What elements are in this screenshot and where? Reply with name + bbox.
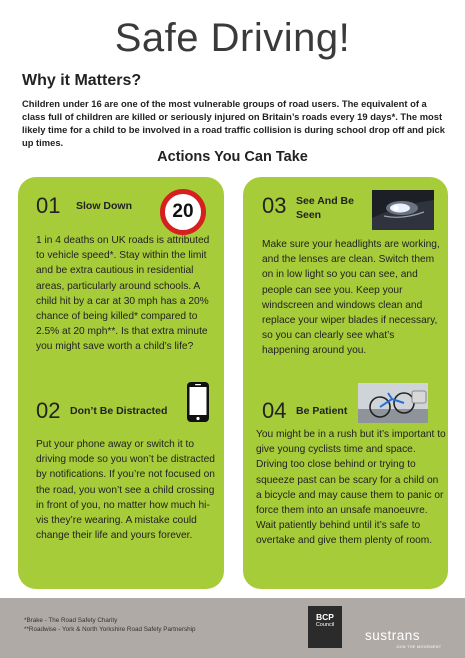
section-03-body: Make sure your headlights are working, and the lenses are clean. Switch them on in low light so you can see, and people can see you. Keep your windscreen and windows clean and replace your wiper blades if necessary, so you can clearly see what’s happening around you. — [262, 239, 440, 357]
sustrans-logo: sustrans — [365, 628, 421, 643]
bcp-logo-main: BCP — [316, 612, 334, 622]
footnotes — [24, 616, 196, 634]
bcp-logo-sub: Council — [315, 622, 335, 628]
sustrans-tagline: JOIN THE MOVEMENT — [396, 645, 442, 649]
section-01-number: 01 — [36, 193, 61, 218]
intro-paragraph: Children under 16 are one of the most vulnerable groups of road users. The equivalent of a class full of children are killed or seriously injured on Britain’s roads every 19 days*. The most likely time for a child to be involved in a road traffic collision is during school drop off and pick up times. — [22, 98, 445, 148]
footnote-1: *Brake - The Road Safety Charity — [24, 617, 118, 624]
section-04-number: 04 — [262, 398, 287, 423]
fallen-bicycle-photo — [358, 383, 428, 423]
speed-limit-20-sign-icon — [160, 189, 206, 235]
why-heading: Why it Matters? — [22, 72, 142, 89]
section-04-body — [256, 427, 446, 549]
section-02-body: Put your phone away or switch it to driving mode so you won’t be distracted by notifications. If you’re not focused on the road, you won’t see a child crossing in front of you, no matter how much hi-vis they’re wearing. A mistake could change their life and yours forever. — [36, 439, 215, 542]
section-02-title: Don’t Be Distracted — [70, 405, 168, 417]
section-04-body-p2: Wait patiently behind until it’s safe to overtake and give them plenty of room. — [256, 520, 433, 547]
footnote-2: **Roadwise - York & North Yorkshire Road Safety Partnership — [24, 626, 196, 633]
section-04-title: Be Patient — [296, 405, 348, 417]
car-headlight-photo — [372, 190, 434, 230]
section-03-number: 03 — [262, 193, 287, 218]
speed-sign-number: 20 — [172, 201, 194, 222]
section-01-title: Slow Down — [76, 200, 132, 212]
bcp-council-logo — [308, 606, 342, 648]
section-03-title: See And Be Seen — [296, 195, 354, 221]
section-02-number: 02 — [36, 398, 61, 423]
smartphone-icon — [186, 381, 210, 423]
actions-heading: Actions You Can Take — [157, 149, 308, 165]
page-title: Safe Driving! — [114, 16, 351, 60]
section-01-body: 1 in 4 deaths on UK roads is attributed to vehicle speed*. Stay within the limit and be extra cautious in residential areas, particularly around schools. A child hit by a car at 30 mph has a 20% chance of being killed* compared to 2.5% at 20 mph**. Is that extra minute you might save worth a child’s life? — [36, 235, 210, 353]
section-04-body-p1: You might be in a rush but it’s important to give young cyclists time and space. Driving too close behind or trying to squeeze past can be scary for a child on a bicycle and may cause them to panic or force them into an unsafe manoeuvre. — [256, 429, 446, 517]
